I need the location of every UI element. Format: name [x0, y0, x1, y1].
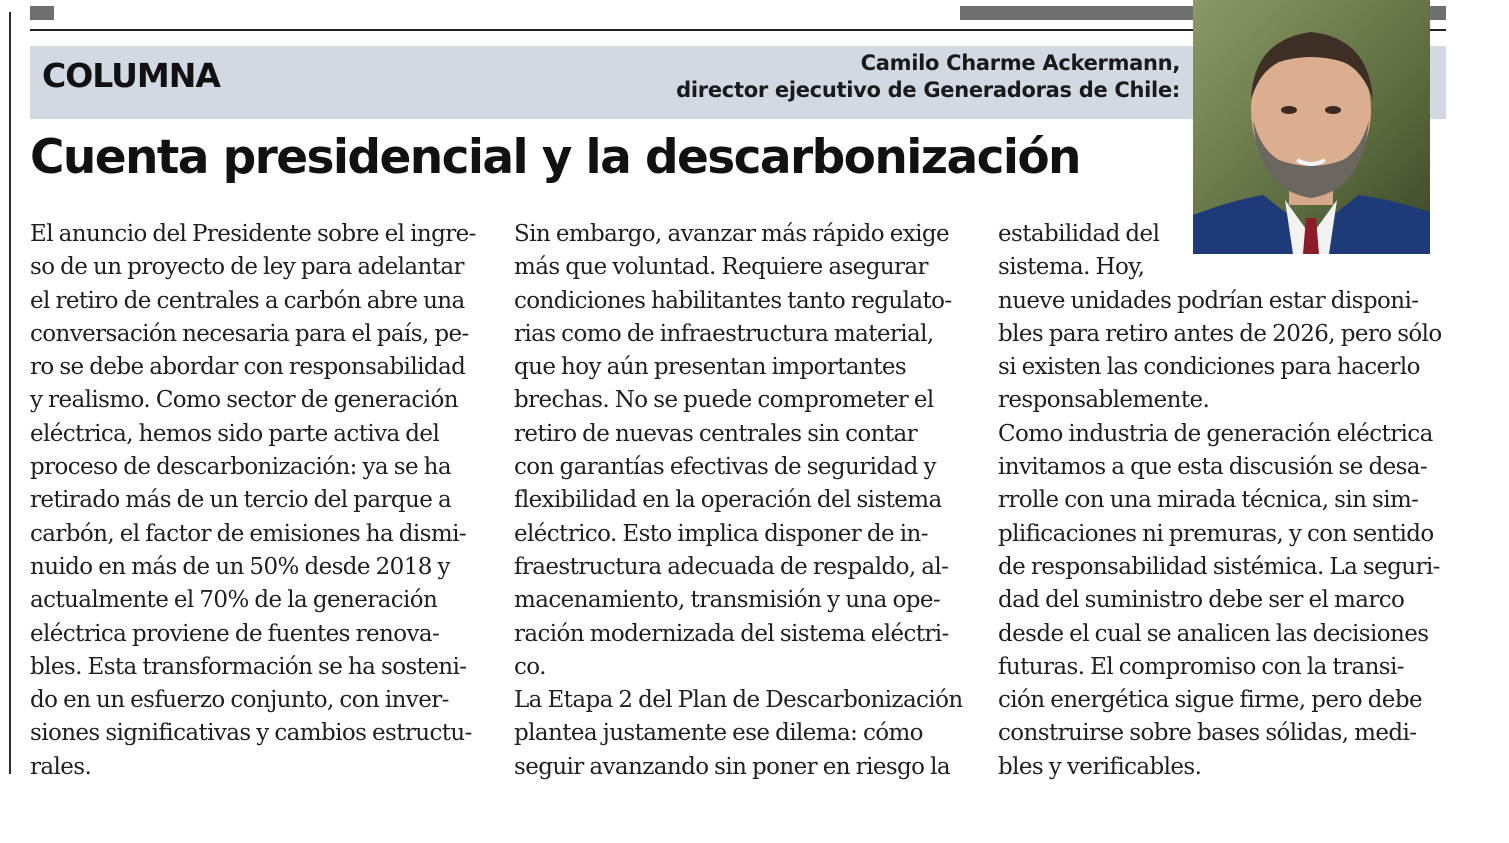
article-text-line: bles. Esta transformación se ha sosteni-	[30, 653, 467, 680]
article-text-line: brechas. No se puede comprometer el	[514, 387, 934, 414]
article-text-line: rrolle con una mirada técnica, sin sim-	[998, 487, 1419, 514]
article-text-line: construirse sobre bases sólidas, medi-	[998, 720, 1417, 747]
article-text-line: ro se debe abordar con responsabilidad	[30, 354, 466, 381]
author-role: director ejecutivo de Generadoras de Chile:	[676, 78, 1180, 102]
article-text-line: so de un proyecto de ley para adelantar	[30, 254, 464, 281]
author-name: Camilo Charme Ackermann,	[860, 51, 1180, 75]
article-text-line: retiro de nuevas centrales sin contar	[514, 420, 917, 447]
headline: Cuenta presidencial y la descarbonización	[30, 130, 1080, 185]
article-text-line: eléctrica proviene de fuentes renova-	[30, 620, 440, 647]
article-text-line: siones significativas y cambios estructu-	[30, 720, 472, 747]
article-text-line: rias como de infraestructura material,	[514, 320, 934, 347]
article-text-line: plificaciones ni premuras, y con sentido	[998, 520, 1434, 547]
article-text-line: do en un esfuerzo conjunto, con inver-	[30, 687, 449, 714]
left-margin-rule	[9, 12, 11, 774]
article-text-line: proceso de descarbonización: ya se ha	[30, 454, 451, 481]
article-text-line: carbón, el factor de emisiones ha dismi-	[30, 520, 466, 547]
author-byline	[676, 50, 1180, 104]
article-text-line: fraestructura adecuada de respaldo, al-	[514, 553, 949, 580]
article-text-line: bles y verificables.	[998, 753, 1202, 780]
article-text-line: El anuncio del Presidente sobre el ingre-	[30, 221, 476, 247]
article-text-line: plantea justamente ese dilema: cómo	[514, 720, 923, 747]
article-column-2	[514, 218, 964, 784]
article-text-line: eléctrico. Esto implica disponer de in-	[514, 520, 928, 547]
header-marker-left	[30, 6, 54, 20]
article-text-line: y realismo. Como sector de generación	[30, 387, 458, 414]
article-text-line: condiciones habilitantes tanto regulato-	[514, 287, 952, 314]
article-text-line: desde el cual se analicen las decisiones	[998, 620, 1429, 647]
article-text-line: Sin embargo, avanzar más rápido exige	[514, 221, 950, 247]
article-text-line: el retiro de centrales a carbón abre una	[30, 287, 465, 314]
article-column-3	[998, 218, 1448, 784]
article-column-1	[30, 218, 480, 784]
article-text-line: rales.	[30, 753, 92, 780]
article-text-line: nueve unidades podrían estar disponi-	[998, 287, 1419, 314]
article-text-line: si existen las condiciones para hacerlo	[998, 354, 1420, 381]
article-text-line: que hoy aún presentan importantes	[514, 354, 907, 381]
article-text-line: seguir avanzando sin poner en riesgo la	[514, 753, 951, 780]
article-text-line: La Etapa 2 del Plan de Descarbonización	[514, 687, 963, 714]
section-label: COLUMNA	[42, 56, 220, 95]
article-text-line: futuras. El compromiso con la transi-	[998, 653, 1404, 680]
article-text-line: invitamos a que esta discusión se desa-	[998, 454, 1428, 481]
author-portrait-icon	[1193, 0, 1430, 254]
article-text-line: de responsabilidad sistémica. La seguri-	[998, 553, 1440, 580]
article-text-line: dad del suministro debe ser el marco	[998, 587, 1405, 614]
author-photo	[1193, 0, 1430, 254]
article-text-line: macenamiento, transmisión y una ope-	[514, 587, 941, 614]
article-text-line: estabilidad del	[998, 221, 1160, 247]
article-text-line: sistema. Hoy,	[998, 254, 1145, 281]
article-text-line: bles para retiro antes de 2026, pero sólo	[998, 320, 1442, 347]
article-text-line: conversación necesaria para el país, pe-	[30, 320, 469, 347]
article-text-line: responsablemente.	[998, 387, 1210, 414]
article-text-line: co.	[514, 653, 546, 680]
article-text-line: más que voluntad. Requiere asegurar	[514, 254, 928, 281]
article-text-line: retirado más de un tercio del parque a	[30, 487, 452, 514]
article-text-line: con garantías efectivas de seguridad y	[514, 454, 936, 481]
article-text-line: flexibilidad en la operación del sistema	[514, 487, 942, 514]
article-text-line: actualmente el 70% de la generación	[30, 587, 438, 614]
article-text-line: ción energética sigue firme, pero debe	[998, 687, 1422, 714]
article-text-line: Como industria de generación eléctrica	[998, 420, 1433, 447]
article-text-line: ración modernizada del sistema eléctri-	[514, 620, 949, 647]
article-text-line: nuido en más de un 50% desde 2018 y	[30, 553, 450, 580]
article-text-line: eléctrica, hemos sido parte activa del	[30, 420, 440, 447]
